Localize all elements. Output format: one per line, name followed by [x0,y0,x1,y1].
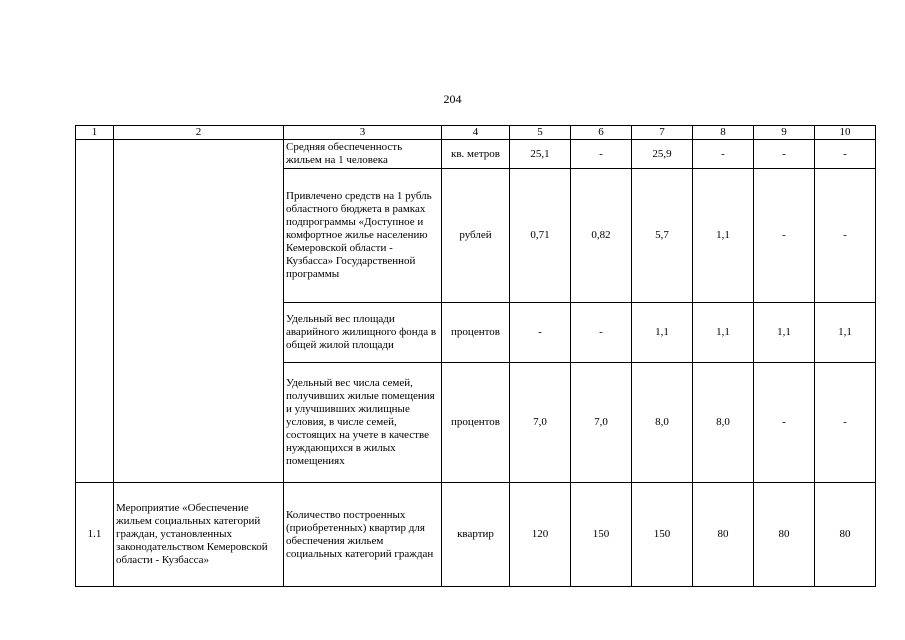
value-cell: - [571,303,632,363]
value-cell: 150 [632,483,693,587]
value-cell: - [815,140,876,169]
header-cell: 5 [510,126,571,140]
page-number: 204 [443,92,462,106]
value-cell: - [571,140,632,169]
table-row [76,483,876,587]
table-row [76,140,876,169]
header-cell: 9 [754,126,815,140]
indicators-table [75,125,876,587]
value-cell: - [510,303,571,363]
header-cell: 8 [693,126,754,140]
table-header-row [76,126,876,140]
value-cell: 1,1 [754,303,815,363]
value-cell: - [754,363,815,483]
value-cell: 8,0 [693,363,754,483]
row-number-cell: 1.1 [76,483,114,587]
value-cell: 80 [815,483,876,587]
indicator-cell: Удельный вес площади аварийного жилищного фонда в общей жилой площади [284,303,442,363]
header-cell: 7 [632,126,693,140]
unit-cell: рублей [442,169,510,303]
value-cell: 7,0 [571,363,632,483]
value-cell: - [693,140,754,169]
value-cell: 25,9 [632,140,693,169]
value-cell: 8,0 [632,363,693,483]
value-cell: 80 [693,483,754,587]
indicator-cell: Средняя обеспеченность жильем на 1 человека [284,140,442,169]
header-cell: 1 [76,126,114,140]
header-cell: 2 [114,126,284,140]
value-cell: 5,7 [632,169,693,303]
indicator-cell: Удельный вес числа семей, получивших жилые помещения и улучшивших жилищные условия, в числе семей, состоящих на учете в качестве нуждающихся в жилых помещениях [284,363,442,483]
unit-cell: процентов [442,363,510,483]
value-cell: 7,0 [510,363,571,483]
row-number-cell [76,140,114,483]
value-cell: - [754,140,815,169]
value-cell: 25,1 [510,140,571,169]
unit-cell: квартир [442,483,510,587]
value-cell: 80 [754,483,815,587]
value-cell: - [815,169,876,303]
indicator-cell: Количество построенных (приобретенных) квартир для обеспечения жильем социальных категорий граждан [284,483,442,587]
value-cell: - [815,363,876,483]
value-cell: 150 [571,483,632,587]
header-cell: 4 [442,126,510,140]
header-cell: 6 [571,126,632,140]
unit-cell: процентов [442,303,510,363]
value-cell: 1,1 [693,303,754,363]
indicator-cell: Привлечено средств на 1 рубль областного бюджета в рамках подпрограммы «Доступное и комфортное жилье населению Кемеровской области - Кузбасса» Государственной программы [284,169,442,303]
value-cell: 1,1 [632,303,693,363]
value-cell: 0,82 [571,169,632,303]
event-name-cell: Мероприятие «Обеспечение жильем социальных категорий граждан, установленных законодательством Кемеровской области - Кузбасса» [114,483,284,587]
value-cell: - [754,169,815,303]
unit-cell: кв. метров [442,140,510,169]
event-name-cell [114,140,284,483]
value-cell: 1,1 [815,303,876,363]
value-cell: 0,71 [510,169,571,303]
value-cell: 1,1 [693,169,754,303]
value-cell: 120 [510,483,571,587]
header-cell: 3 [284,126,442,140]
header-cell: 10 [815,126,876,140]
